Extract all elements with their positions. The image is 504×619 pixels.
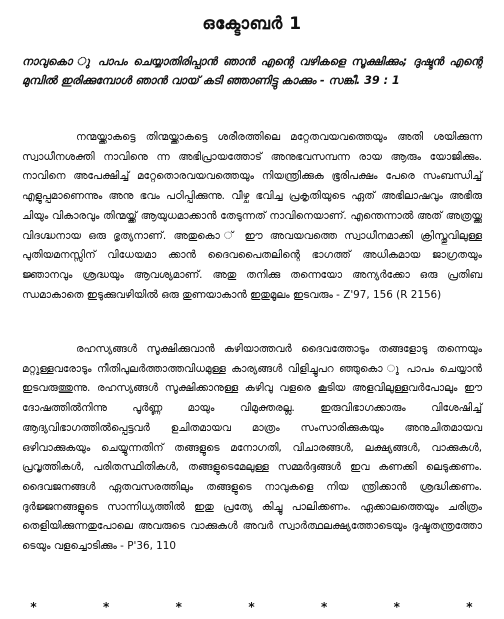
section-separator [22,600,482,614]
paragraph-2-text: രഹസ്യങ്ങൾ സൂക്ഷിക്കുവാൻ കഴിയാത്തവർ ദൈവത്തോടും തങ്ങളോടു തന്നെയും മറ്റുള്ളവരോടും നീതിപുലർത്താത്തവിധമുള്ള കാര്യങ്ങൾ വിളിച്ചുപറ ഞ്ഞുകൊ ു പാപം ചെയ്യാൻ ഇടവരുത്തുന്നു. രഹസ്യങ്ങൾ സൂക്ഷിക്കാനുള്ള കഴിവു വളരെ കൂടിയ അളവിലുള്ളവർപോലും ഈ ദോഷത്തിൽനിന്നു പൂർണ്ണ മായും വിമുക്തരല്ല. ഇരുവിഭാഗക്കാരും വിശേഷിച്ച് ആദ്യവിഭാഗത്തിൽപ്പെട്ടവർ ഉചിതമായവ മാത്രം സംസാരിക്കുകയും അനുചിതമായവ ഒഴിവാക്കുകയും ചെയ്യുന്നതിന് തങ്ങളുടെ മനോഗതി, വിചാരങ്ങൾ, ലക്ഷ്യങ്ങൾ, വാക്കുകൾ, പ്രവൃത്തികൾ, പരിതസ്ഥിതികൾ, തങ്ങളുടെമേലുള്ള സമ്മർദ്ദങ്ങൾ ഇവ കണക്കി ലെടുക്കണം. ദൈവജനങ്ങൾ ഏതവസരത്തിലും തങ്ങളുടെ നാവുകളെ നിയ ന്ത്രിക്കാൻ ശ്രദ്ധിക്കണം. ദുർജ്ജനങ്ങളുടെ സാന്നിധ്യത്തിൽ ഇതു പ്രത്യേ കിച്ചു പാലിക്കണം. ഏക്കാലത്തെയും ചരിത്രം തെളിയിക്കുന്നതുപോലെ അവരുടെ വാക്കുകൾ അവർ സ്വാർത്ഥലക്ഷ്യത്തോടെയും ദുഷ്ടതന്ത്രത്തോ ടെയും വളച്ചൊടിക്കും - P'36, 110 [22,343,482,553]
separator-asterisk: * [466,600,474,614]
separator-asterisk: * [248,600,256,614]
scripture-verse: നാവുകൊ ു പാപം ചെയ്യാതിരിപ്പാൻ ഞാൻ എന്റെ വഴികളെ സൂക്ഷിക്കും; ദുഷ്ടൻ എന്റെ മുമ്പിൽ ഇരിക്കുമ്പോൾ ഞാൻ വായ് കടി ഞ്ഞാണിട്ടു കാക്കും - സങ്കീ. 39 : 1 [22,55,482,87]
paragraph-1-text: നന്മയ്ക്കാകട്ടെ തിന്മയ്ക്കാകട്ടെ ശരീരത്തിലെ മറ്റേതവയവത്തെയും അതി ശയിക്കുന്ന സ്വാധീനശക്തി നാവിനുെ ന്ന അഭിപ്രായത്തോട് അനുഭവസമ്പന്ന രായ ആരും യോജിക്കും. നാവിനെ അപേക്ഷിച്ച് മറ്റേതൊരവയവത്തെയും നിയന്ത്രിക്കുക ഭൂരിപക്ഷം പേരെ സംബന്ധിച്ച് എളുപ്പമാണെന്നും അനു ഭവം പഠിപ്പിക്കുന്നു. വീഴ്ച ഭവിച്ച പ്രകൃതിയുടെ ഏത് അഭിലാഷവും അഭിരു ചിയും വികാരവും തിന്മയ്ക്ക് ആയുധമാക്കാൻ തേടുന്നത് നാവിനെയാണ്. എന്തെന്നാൽ അത് അത്രയ്ക്കു വിദഗ്ദ്ധനായ ഒരു ഭൃത്യനാണ്. അതുകൊ ് ഈ അവയവത്തെ സ്വാധീനമാക്കി ക്രിസ്തുവിലുള്ള പുതിയമനസ്സിന് വിധേയമാ ക്കാൻ ദൈവപൈതലിന്റെ ഭാഗത്ത് അധികമായ ജാഗ്രതയും ജ്ഞാനവും ശ്രദ്ധയും ആവശ്യമാണ്. അതു തനിക്കു തന്നെയോ അന്യർക്കോ ഒരു പ്രതിബ ന്ധമാകാതെ ഇടുക്കുവഴിയിൽ ഒരു തുണയാകാൻ ഇതുമൂലം ഇടവരും - Z'97, 156 (R 2156) [22,131,482,301]
paragraph-1 [22,128,482,305]
separator-asterisk: * [30,600,38,614]
separator-asterisk: * [393,600,401,614]
paragraph-2 [22,340,482,557]
separator-asterisk: * [175,600,183,614]
separator-asterisk: * [103,600,111,614]
separator-asterisk: * [320,600,329,614]
page-title: ഒക്ടോബർ 1 [202,14,302,34]
